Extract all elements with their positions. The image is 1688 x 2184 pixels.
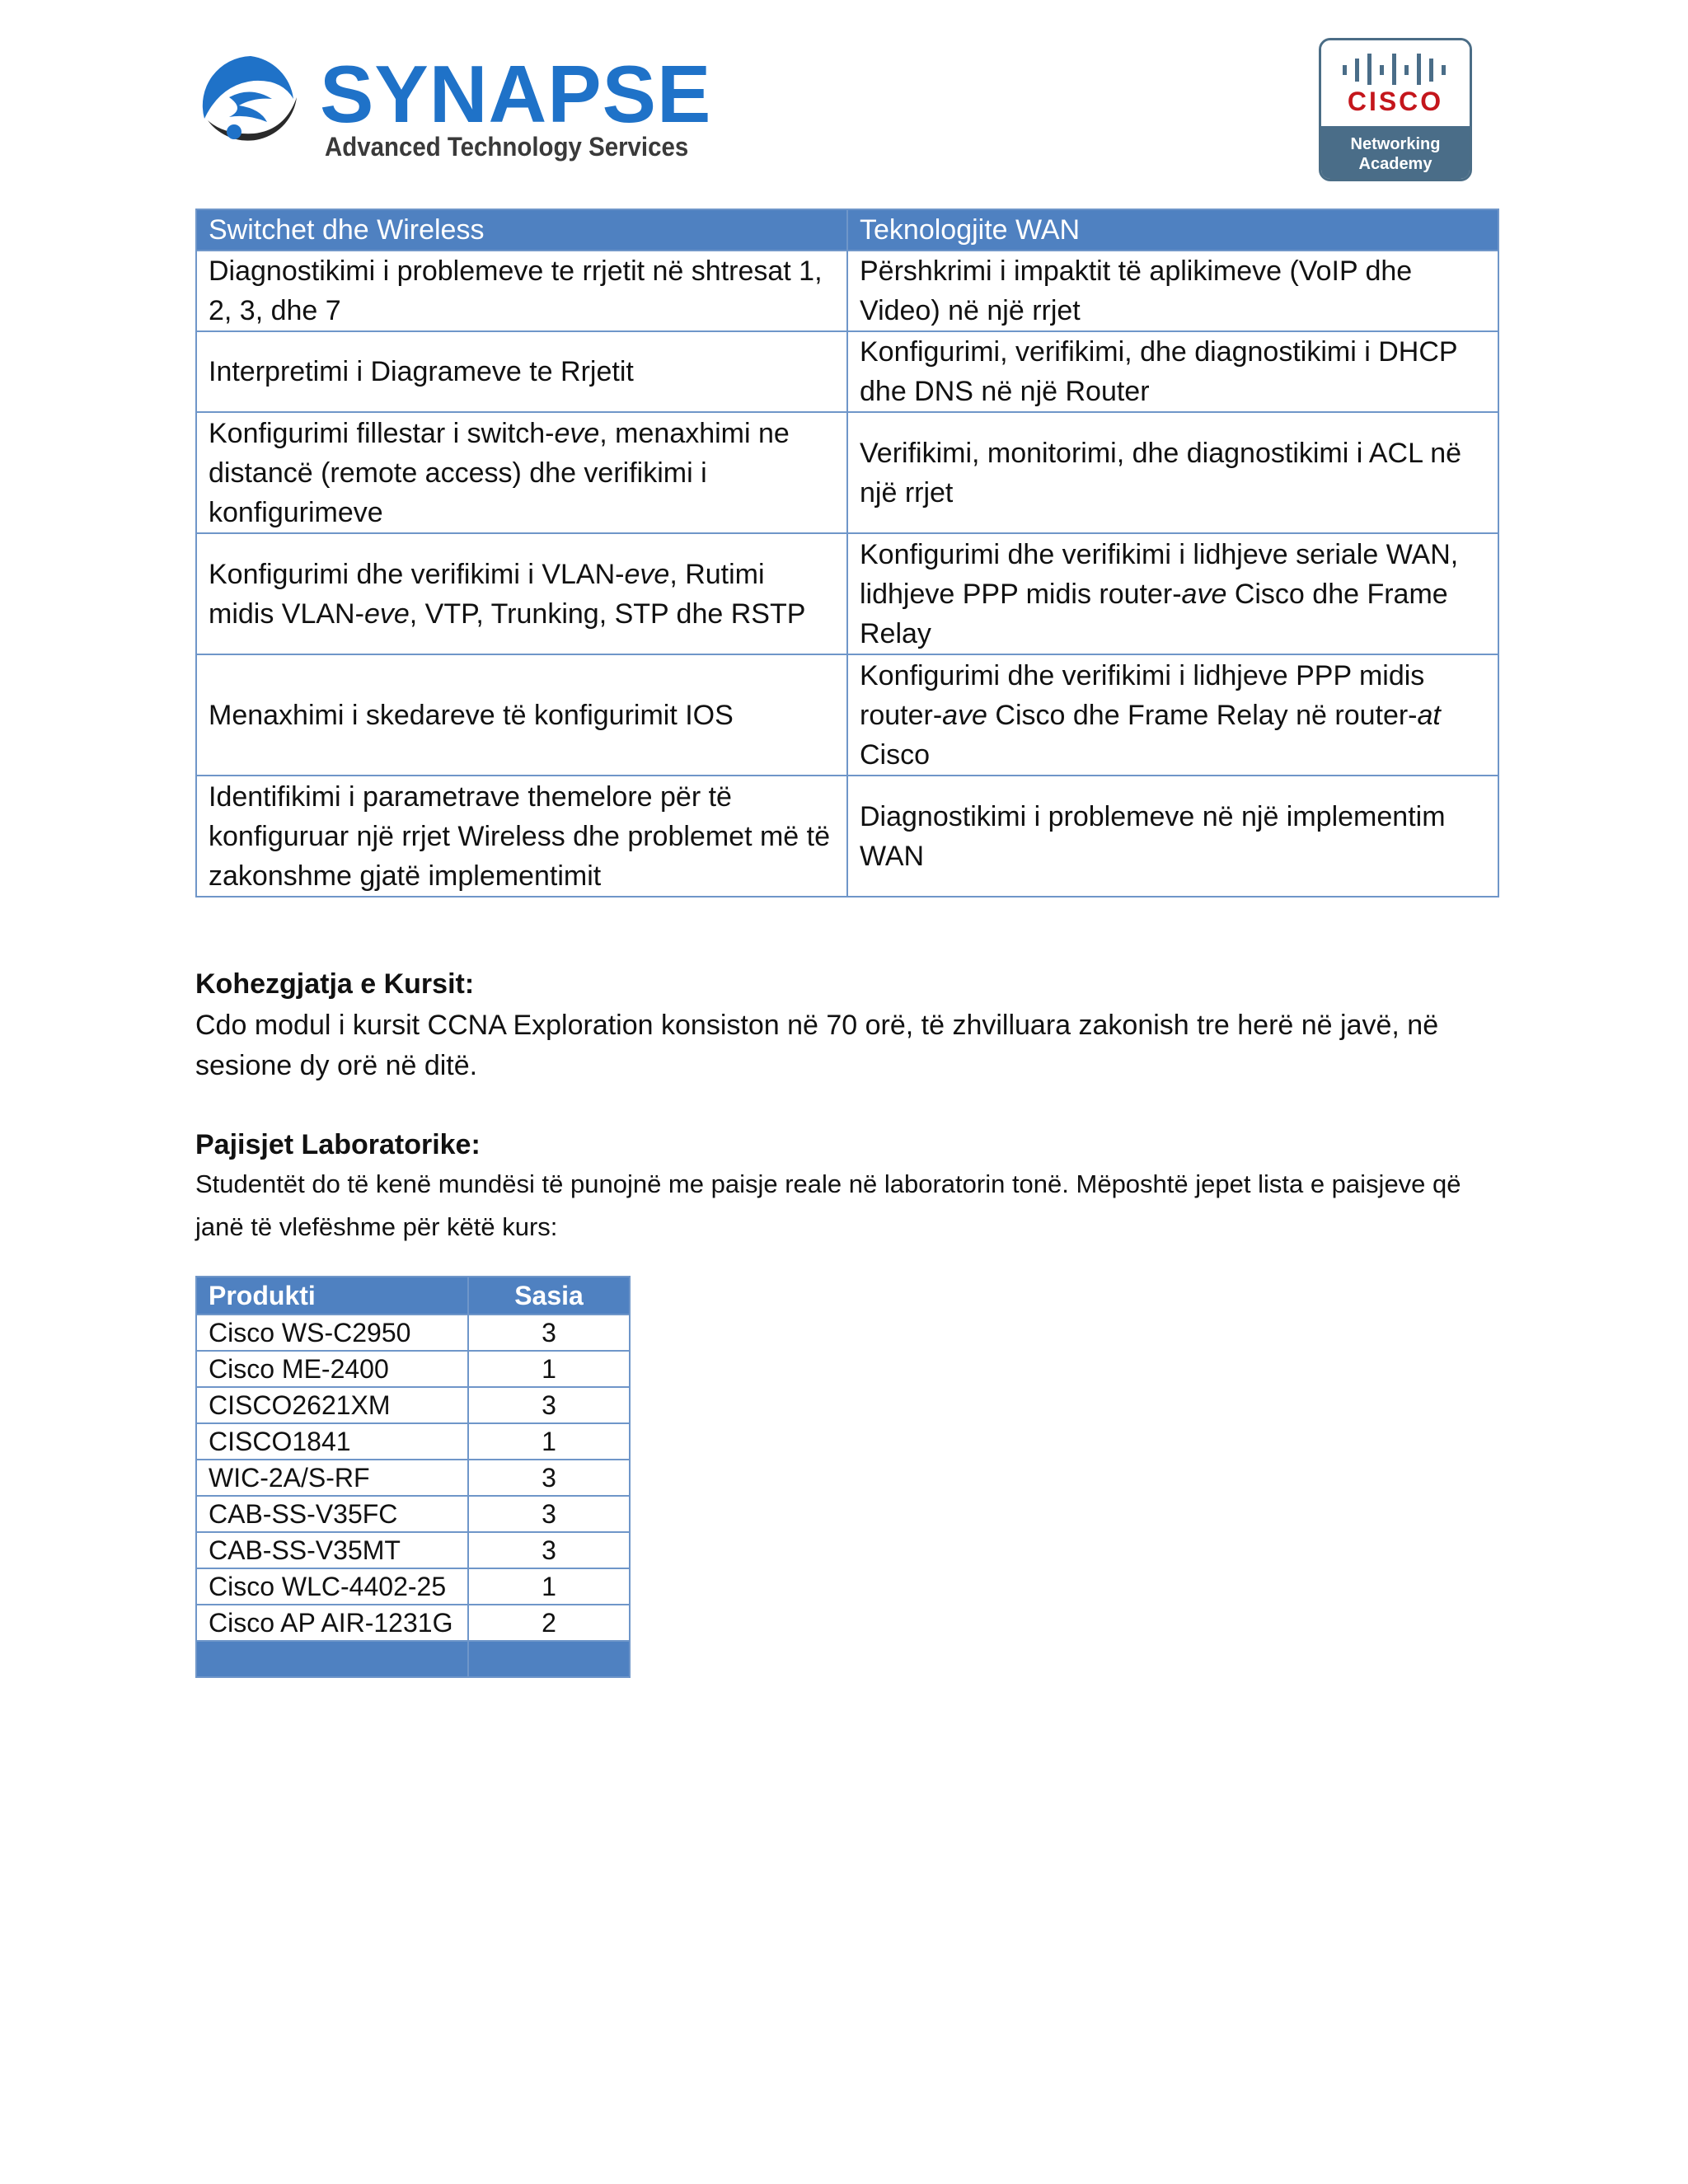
product-cell: WIC-2A/S-RF [196,1460,468,1496]
quantity-cell: 3 [468,1315,630,1351]
table-row [196,251,1498,331]
equipment-header-quantity: Sasia [468,1277,630,1315]
equipment-table [195,1276,631,1678]
product-cell: Cisco ME-2400 [196,1351,468,1387]
quantity-cell: 3 [468,1460,630,1496]
synapse-logo [196,48,712,163]
topic-cell: Konfigurimi dhe verifikimi i lidhjeve PPP midis router-ave Cisco dhe Frame Relay në router-at Cisco [847,654,1498,776]
table-row [196,776,1498,897]
table-row [196,1423,630,1460]
synapse-wordmark: SYNAPSE [320,49,712,139]
topics-table [195,209,1499,898]
synapse-tagline: Advanced Technology Services [325,132,689,162]
topics-header-wan: Teknologjite WAN [847,209,1498,251]
product-cell: CAB-SS-V35FC [196,1496,468,1532]
topic-cell: Përshkrimi i impaktit të aplikimeve (VoIP dhe Video) në një rrjet [847,251,1498,331]
quantity-cell: 3 [468,1387,630,1423]
cisco-bars-icon [1341,52,1451,85]
product-cell: CAB-SS-V35MT [196,1532,468,1568]
topic-cell: Identifikimi i parametrave themelore për të konfiguruar një rrjet Wireless dhe problemet më të zakonshme gjatë implementimit [196,776,847,897]
table-row [196,412,1498,533]
lab-text: Studentët do të kenë mundësi të punojnë me paisje reale në laboratorin tonë. Mëposhtë jepet lista e paisjeve që janë të vlefëshme për këtë kurs: [195,1169,1461,1241]
topic-cell: Verifikimi, monitorimi, dhe diagnostikimi i ACL në një rrjet [847,412,1498,533]
cisco-academy-line2: Academy [1358,155,1432,173]
topic-cell: Konfigurimi, verifikimi, dhe diagnostikimi i DHCP dhe DNS në një Router [847,331,1498,412]
topic-cell: Diagnostikimi i problemeve në një implementim WAN [847,776,1498,897]
product-cell: Cisco WS-C2950 [196,1315,468,1351]
table-row [196,1496,630,1532]
product-cell: Cisco WLC-4402-25 [196,1568,468,1605]
table-row [196,1460,630,1496]
quantity-cell: 2 [468,1605,630,1641]
topic-cell: Interpretimi i Diagrameve te Rrjetit [196,331,847,412]
quantity-cell: 1 [468,1423,630,1460]
product-cell: Cisco AP AIR-1231G [196,1605,468,1641]
table-row [196,331,1498,412]
table-row [196,1568,630,1605]
quantity-cell: 1 [468,1351,630,1387]
quantity-cell: 3 [468,1532,630,1568]
table-row [196,1351,630,1387]
equipment-header-product: Produkti [196,1277,468,1315]
cisco-networking-academy-logo [1319,38,1472,181]
quantity-cell: 1 [468,1568,630,1605]
topic-cell: Konfigurimi fillestar i switch-eve, menaxhimi ne distancë (remote access) dhe verifikimi i konfigurimeve [196,412,847,533]
product-cell: CISCO1841 [196,1423,468,1460]
equipment-header-row [196,1277,630,1315]
table-row [196,1532,630,1568]
synapse-logo-icon [196,51,305,160]
quantity-cell: 3 [468,1496,630,1532]
topics-header-switching: Switchet dhe Wireless [196,209,847,251]
topic-cell: Diagnostikimi i problemeve te rrjetit në shtresat 1, 2, 3, dhe 7 [196,251,847,331]
topic-cell: Menaxhimi i skedareve të konfigurimit IOS [196,654,847,776]
topic-cell: Konfigurimi dhe verifikimi i VLAN-eve, Rutimi midis VLAN-eve, VTP, Trunking, STP dhe RSTP [196,533,847,654]
topic-cell: Konfigurimi dhe verifikimi i lidhjeve seriale WAN, lidhjeve PPP midis router-ave Cisco dhe Frame Relay [847,533,1498,654]
cisco-wordmark: CISCO [1347,87,1444,116]
duration-heading: Kohezgjatja e Kursit: [195,968,475,1000]
duration-text: Cdo modul i kursit CCNA Exploration konsiston në 70 orë, të zhvilluara zakonish tre herë në javë, në sesione dy orë në ditë. [195,1010,1439,1081]
equipment-footer-row [196,1641,630,1677]
cisco-academy-band [1321,126,1470,181]
topics-header-row [196,209,1498,251]
table-row [196,533,1498,654]
table-row [196,1387,630,1423]
cisco-academy-line1: Networking [1350,135,1441,153]
lab-heading: Pajisjet Laboratorike: [195,1129,481,1160]
table-row [196,654,1498,776]
table-row [196,1605,630,1641]
table-row [196,1315,630,1351]
product-cell: CISCO2621XM [196,1387,468,1423]
